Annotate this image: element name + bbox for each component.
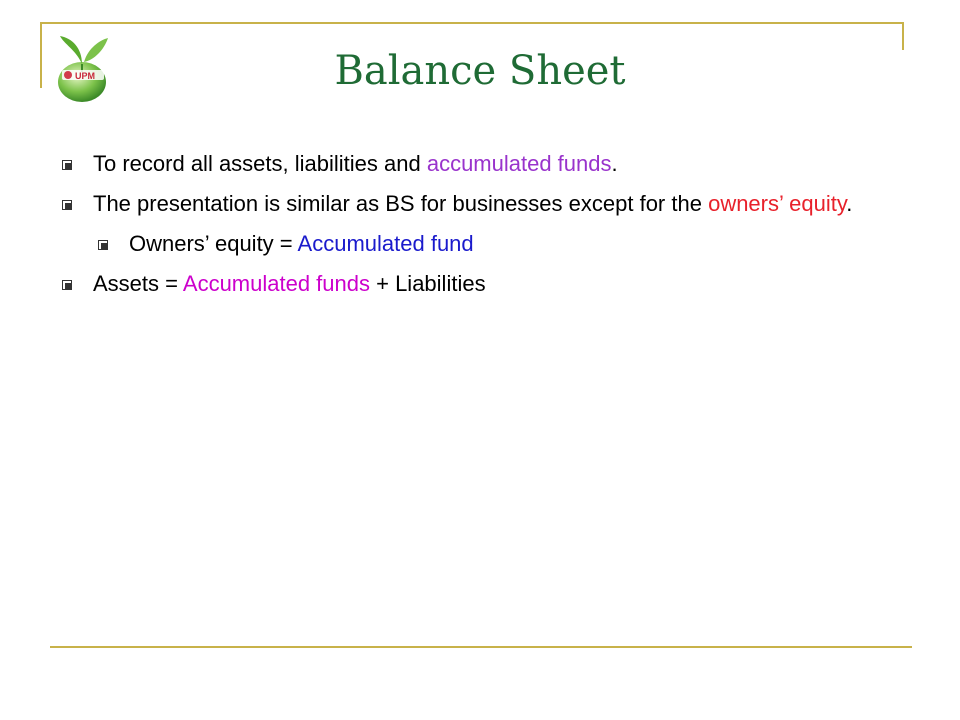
bullet-item-1 — [60, 150, 880, 178]
right-frame-line — [902, 22, 904, 50]
bullet-text: To record all assets, liabilities and — [93, 151, 427, 176]
square-bullet-icon — [62, 160, 72, 170]
highlight-text: owners’ equity — [708, 191, 847, 216]
svg-text:UPM: UPM — [75, 71, 95, 81]
bottom-frame-line — [50, 646, 912, 648]
highlight-text: Accumulated fund — [297, 231, 474, 256]
bullet-text: Owners’ equity = — [129, 231, 298, 256]
bullet-text: . — [611, 151, 618, 176]
square-bullet-icon — [62, 280, 72, 290]
bullet-text: . — [846, 191, 853, 216]
bullet-text: + Liabilities — [370, 271, 486, 296]
sub-bullet-item — [96, 230, 880, 258]
bullet-text: The presentation is similar as BS for businesses except for the — [93, 191, 709, 216]
highlight-text: Accumulated funds — [182, 271, 370, 296]
bullet-text: Assets = — [93, 271, 183, 296]
slide-title: Balance Sheet — [334, 48, 626, 94]
square-bullet-icon — [62, 200, 72, 210]
highlight-text: accumulated funds — [426, 151, 612, 176]
bullet-item-3 — [60, 270, 880, 298]
top-frame-line — [40, 22, 904, 24]
bullet-item-2 — [60, 190, 880, 218]
bullet-list — [60, 150, 880, 310]
square-bullet-icon — [98, 240, 108, 250]
